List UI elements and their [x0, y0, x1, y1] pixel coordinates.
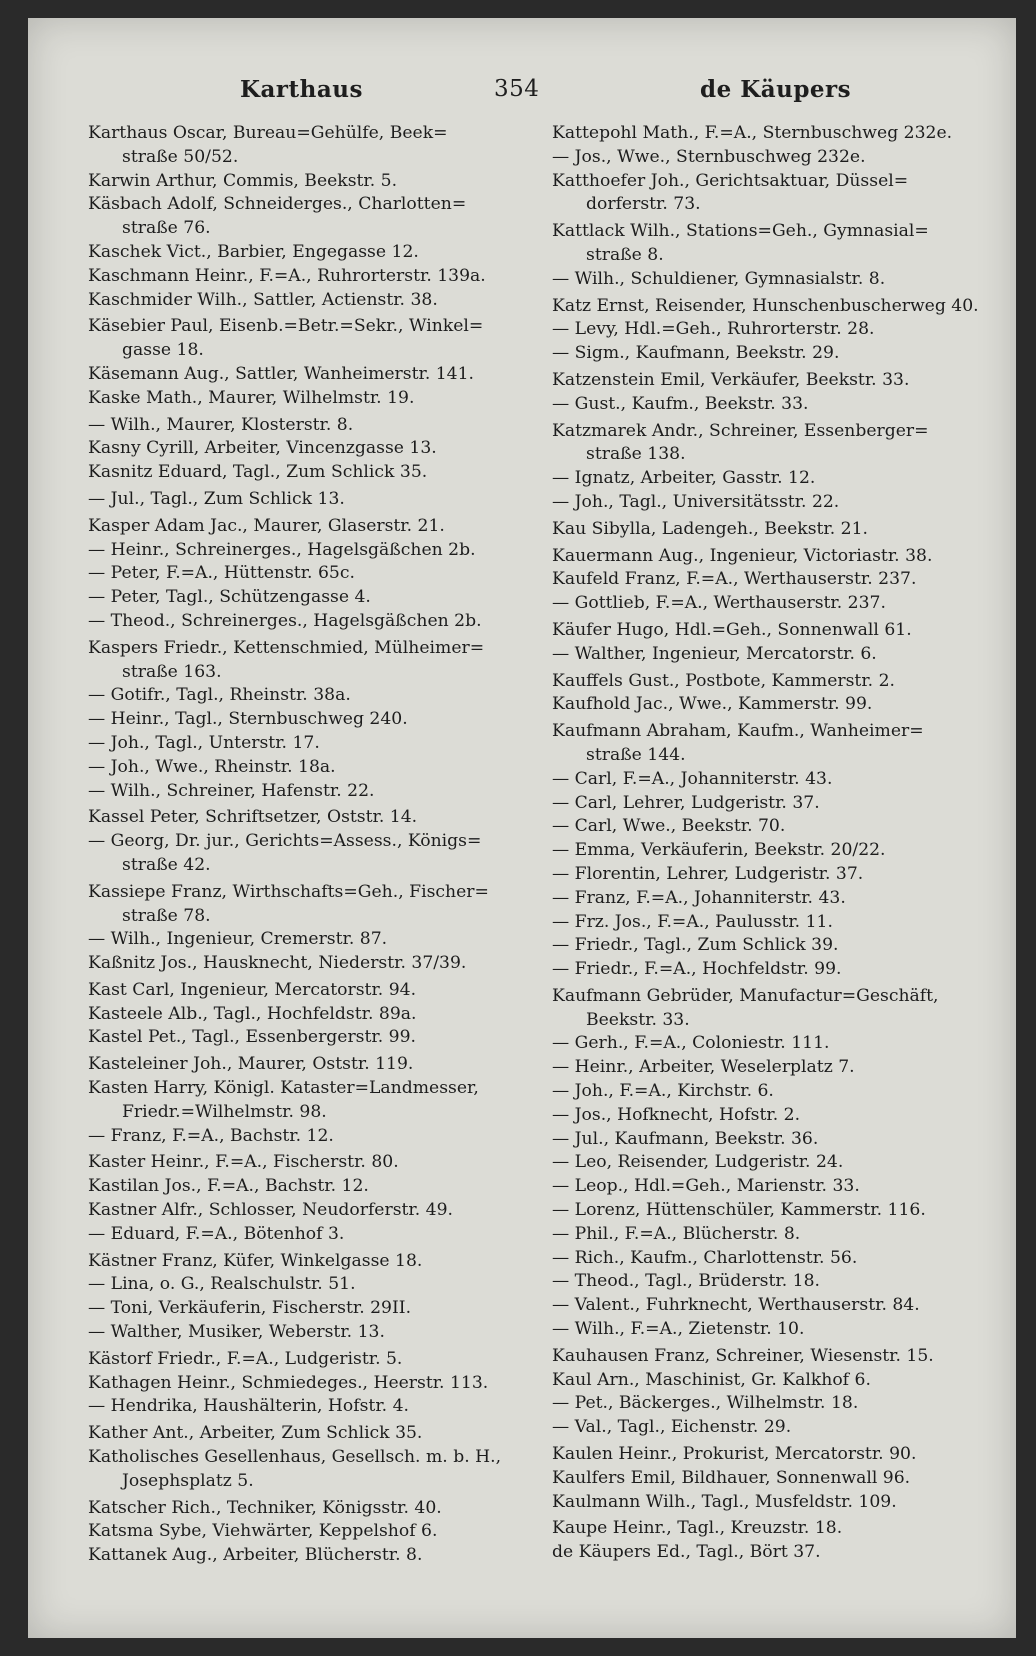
directory-entry — [552, 518, 986, 542]
entry-line: — Peter, F.=A., Hüttenstr. 65c. — [88, 563, 355, 584]
directory-entry — [88, 387, 518, 411]
entry-line: — Frz. Jos., F.=A., Paulusstr. 11. — [552, 911, 833, 932]
directory-entry — [552, 1491, 986, 1515]
entry-line: Kastel Pet., Tagl., Essenbergerstr. 99. — [88, 1027, 416, 1048]
entry-line: — Theod., Tagl., Brüderstr. 18. — [552, 1271, 820, 1292]
directory-entry — [552, 342, 986, 366]
entry-line: — Franz, F.=A., Johanniterstr. 43. — [552, 887, 846, 908]
directory-entry — [552, 1467, 986, 1491]
entry-line: — Theod., Schreinerges., Hagelsgäßchen 2b. — [88, 610, 482, 631]
entry-line: — Levy, Hdl.=Geh., Ruhrorterstr. 28. — [552, 319, 875, 340]
directory-entry — [88, 539, 518, 563]
entry-line: — Wilh., Maurer, Klosterstr. 8. — [88, 414, 354, 435]
directory-entry — [552, 318, 986, 342]
right-column — [552, 122, 986, 1565]
entry-line: Kaßnitz Jos., Hausknecht, Niederstr. 37/39. — [88, 953, 467, 974]
directory-entry — [552, 815, 986, 839]
entry-continuation: gasse 18. — [122, 340, 204, 361]
directory-entry — [88, 1297, 518, 1321]
entry-line: Kaul Arn., Maschinist, Gr. Kalkhof 6. — [552, 1369, 871, 1390]
entry-line: Kattanek Aug., Arbeiter, Blücherstr. 8. — [88, 1545, 423, 1566]
entry-line: — Gerh., F.=A., Coloniestr. 111. — [552, 1033, 830, 1054]
entry-line: Käufer Hugo, Hdl.=Geh., Sonnenwall 61. — [552, 619, 912, 640]
directory-entry — [88, 1422, 518, 1446]
entry-line: Kaulmann Wilh., Tagl., Musfeldstr. 109. — [552, 1491, 897, 1512]
directory-entry — [552, 887, 986, 911]
entry-line: Kast Carl, Ingenieur, Mercatorstr. 94. — [88, 979, 417, 1000]
directory-entry — [552, 1318, 986, 1342]
directory-entry — [88, 1003, 518, 1027]
directory-entry — [552, 1541, 986, 1565]
directory-entry — [552, 768, 986, 792]
entry-line: — Joh., F.=A., Kirchstr. 6. — [552, 1081, 774, 1102]
directory-entry — [552, 1392, 986, 1416]
directory-entry — [552, 568, 986, 592]
entry-line: — Heinr., Schreinerges., Hagelsgäßchen 2b. — [88, 539, 476, 560]
directory-entry — [88, 1026, 518, 1050]
directory-entry — [552, 1128, 986, 1152]
entry-line: — Val., Tagl., Eichenstr. 29. — [552, 1417, 792, 1438]
directory-entry — [552, 170, 986, 218]
directory-entry — [88, 732, 518, 756]
directory-entry — [88, 1321, 518, 1345]
directory-entry — [552, 1151, 986, 1175]
entry-line: Kathagen Heinr., Schmiedeges., Heerstr. 113. — [88, 1372, 489, 1393]
entry-line: — Friedr., F.=A., Hochfeldstr. 99. — [552, 959, 842, 980]
directory-entry — [88, 1446, 518, 1494]
entry-line: Kaulfers Emil, Bildhauer, Sonnenwall 96. — [552, 1467, 911, 1488]
directory-entry — [552, 1199, 986, 1223]
directory-entry — [88, 170, 518, 194]
entry-line: — Gottlieb, F.=A., Werthauserstr. 237. — [552, 593, 886, 614]
entry-line: — Eduard, F.=A., Bötenhof 3. — [88, 1223, 345, 1244]
directory-entry — [552, 295, 986, 319]
entry-line: — Emma, Verkäuferin, Beekstr. 20/22. — [552, 840, 886, 861]
directory-entry — [88, 193, 518, 241]
directory-entry — [88, 1199, 518, 1223]
entry-line: Kasny Cyrill, Arbeiter, Vincenzgasse 13. — [88, 438, 437, 459]
entry-line: — Gust., Kaufm., Beekstr. 33. — [552, 393, 809, 414]
directory-entry — [88, 928, 518, 952]
directory-entry — [552, 1416, 986, 1440]
directory-entry — [88, 881, 518, 929]
entry-line: — Ignatz, Arbeiter, Gasstr. 12. — [552, 468, 816, 489]
directory-entry — [552, 985, 986, 1033]
directory-entry — [552, 863, 986, 887]
directory-entry — [552, 1056, 986, 1080]
entry-line: — Jul., Kaufmann, Beekstr. 36. — [552, 1128, 819, 1149]
directory-entry — [552, 911, 986, 935]
entry-line: Kau Sibylla, Ladengeh., Beekstr. 21. — [552, 518, 869, 539]
directory-entry — [552, 1032, 986, 1056]
directory-entry — [552, 1175, 986, 1199]
entry-line: — Joh., Tagl., Universitätsstr. 22. — [552, 491, 840, 512]
entry-line: — Carl, F.=A., Johanniterstr. 43. — [552, 768, 833, 789]
entry-line: — Valent., Fuhrknecht, Werthauserstr. 84. — [552, 1295, 920, 1316]
directory-entry — [552, 491, 986, 515]
directory-entry — [552, 1270, 986, 1294]
entry-line: Kaschek Vict., Barbier, Engegasse 12. — [88, 241, 419, 262]
entry-line: Kauhausen Franz, Schreiner, Wiesenstr. 15. — [552, 1345, 934, 1366]
directory-entry — [88, 610, 518, 634]
entry-line: Kaschmider Wilh., Sattler, Actienstr. 38. — [88, 289, 438, 310]
entry-line: Kaschmann Heinr., F.=A., Ruhrorterstr. 139a. — [88, 265, 486, 286]
entry-line: — Lina, o. G., Realschulstr. 51. — [88, 1274, 356, 1295]
directory-entry — [552, 393, 986, 417]
entry-line: — Jul., Tagl., Zum Schlick 13. — [88, 488, 345, 509]
entry-line: Kassel Peter, Schriftsetzer, Oststr. 14. — [88, 807, 418, 828]
entry-continuation: straße 144. — [586, 744, 686, 765]
entry-line: — Jos., Wwe., Sternbuschweg 232e. — [552, 146, 866, 167]
entry-line: Kästorf Friedr., F.=A., Ludgeristr. 5. — [88, 1348, 403, 1369]
entry-line: Katzmarek Andr., Schreiner, Essenberger= — [552, 420, 929, 441]
directory-entry — [552, 670, 986, 694]
entry-line: Kaufhold Jac., Wwe., Kammerstr. 99. — [552, 694, 873, 715]
directory-entry — [552, 545, 986, 569]
entry-line: Kasnitz Eduard, Tagl., Zum Schlick 35. — [88, 462, 428, 483]
entry-line: Kaupe Heinr., Tagl., Kreuzstr. 18. — [552, 1518, 843, 1539]
entry-line: Kaufmann Abraham, Kaufm., Wanheimer= — [552, 721, 924, 742]
entry-line: — Franz, F.=A., Bachstr. 12. — [88, 1125, 334, 1146]
entry-line: — Joh., Tagl., Unterstr. 17. — [88, 732, 320, 753]
directory-entry — [88, 830, 518, 878]
entry-continuation: Josephsplatz 5. — [122, 1470, 254, 1491]
entry-line: Karthaus Oscar, Bureau=Gehülfe, Beek= — [88, 123, 448, 143]
header-right-keyword: de Käupers — [700, 76, 852, 103]
directory-entry — [552, 369, 986, 393]
directory-page — [28, 18, 1016, 1638]
directory-entry — [88, 122, 518, 170]
entry-line: Kauffels Gust., Postbote, Kammerstr. 2. — [552, 670, 895, 691]
entry-line: Kastilan Jos., F.=A., Bachstr. 12. — [88, 1176, 369, 1197]
page-header — [28, 76, 1016, 112]
directory-entry — [88, 806, 518, 830]
entry-line: Kaster Heinr., F.=A., Fischerstr. 80. — [88, 1152, 399, 1173]
directory-entry — [88, 1077, 518, 1125]
entry-continuation: dorferstr. 73. — [586, 194, 701, 215]
entry-line: Katz Ernst, Reisender, Hunschenbuscherweg 40. — [552, 295, 979, 316]
entry-continuation: Friedr.=Wilhelmstr. 98. — [122, 1101, 327, 1122]
entry-line: Kattepohl Math., F.=A., Sternbuschweg 232e. — [552, 123, 953, 143]
entry-continuation: straße 163. — [122, 661, 222, 682]
entry-line: — Toni, Verkäuferin, Fischerstr. 29II. — [88, 1298, 412, 1319]
directory-entry — [88, 756, 518, 780]
entry-line: Katholisches Gesellenhaus, Gesellsch. m. b. H., — [88, 1447, 502, 1468]
directory-entry — [552, 693, 986, 717]
directory-entry — [552, 467, 986, 491]
entry-line: — Wilh., Schuldiener, Gymnasialstr. 8. — [552, 268, 886, 289]
entry-line: Kather Ant., Arbeiter, Zum Schlick 35. — [88, 1423, 423, 1444]
directory-entry — [88, 363, 518, 387]
entry-line: Kaufmann Gebrüder, Manufactur=Geschäft, — [552, 985, 939, 1006]
entry-line: Käsbach Adolf, Schneiderges., Charlotten= — [88, 194, 467, 215]
entry-line: — Walther, Ingenieur, Mercatorstr. 6. — [552, 643, 877, 664]
entry-continuation: straße 8. — [586, 244, 664, 265]
directory-entry — [552, 1247, 986, 1271]
entry-line: — Joh., Wwe., Rheinstr. 18a. — [88, 756, 336, 777]
directory-entry — [88, 684, 518, 708]
entry-line: Käsebier Paul, Eisenb.=Betr.=Sekr., Winkel= — [88, 316, 484, 337]
directory-entry — [88, 437, 518, 461]
directory-entry — [552, 839, 986, 863]
entry-line: Katthoefer Joh., Gerichtsaktuar, Düssel= — [552, 170, 909, 191]
directory-entry — [88, 241, 518, 265]
entry-line: Kaske Math., Maurer, Wilhelmstr. 19. — [88, 387, 415, 408]
directory-entry — [88, 637, 518, 685]
entry-line: — Heinr., Arbeiter, Weselerplatz 7. — [552, 1057, 855, 1078]
entry-continuation: Beekstr. 33. — [586, 1009, 690, 1030]
entry-line: — Wilh., Schreiner, Hafenstr. 22. — [88, 780, 375, 801]
entry-line: — Carl, Lehrer, Ludgeristr. 37. — [552, 792, 820, 813]
entry-line: Katzenstein Emil, Verkäufer, Beekstr. 33. — [552, 369, 910, 390]
directory-entry — [88, 289, 518, 313]
directory-entry — [88, 488, 518, 512]
directory-entry — [88, 1273, 518, 1297]
directory-entry — [552, 1294, 986, 1318]
directory-entry — [552, 792, 986, 816]
entry-line: Katsma Sybe, Viehwärter, Keppelshof 6. — [88, 1521, 438, 1542]
entry-line: — Sigm., Kaufmann, Beekstr. 29. — [552, 343, 840, 364]
directory-entry — [88, 1497, 518, 1521]
directory-entry — [88, 1348, 518, 1372]
directory-entry — [552, 122, 986, 146]
entry-line: Kasper Adam Jac., Maurer, Glaserstr. 21. — [88, 515, 445, 536]
directory-entry — [552, 1223, 986, 1247]
entry-line: Kasteleiner Joh., Maurer, Oststr. 119. — [88, 1054, 414, 1075]
entry-line: — Walther, Musiker, Weberstr. 13. — [88, 1322, 385, 1343]
directory-entry — [88, 1125, 518, 1149]
entry-line: de Käupers Ed., Tagl., Bört 37. — [552, 1542, 821, 1563]
entry-continuation: straße 76. — [122, 218, 211, 239]
entry-line: Kaspers Friedr., Kettenschmied, Mülheimer= — [88, 637, 485, 658]
entry-line: — Heinr., Tagl., Sternbuschweg 240. — [88, 709, 408, 730]
entry-line: — Phil., F.=A., Blücherstr. 8. — [552, 1223, 801, 1244]
entry-line: Käsemann Aug., Sattler, Wanheimerstr. 141. — [88, 363, 475, 384]
entry-line: Kasteele Alb., Tagl., Hochfeldstr. 89a. — [88, 1003, 417, 1024]
directory-entry — [88, 708, 518, 732]
directory-entry — [552, 1345, 986, 1369]
entry-line: Kassiepe Franz, Wirthschafts=Geh., Fischer= — [88, 881, 489, 902]
directory-entry — [88, 1395, 518, 1419]
directory-entry — [88, 586, 518, 610]
entry-line: Kaufeld Franz, F.=A., Werthauserstr. 237. — [552, 569, 917, 590]
entry-line: Kästner Franz, Küfer, Winkelgasse 18. — [88, 1250, 423, 1271]
entry-line: Kastner Alfr., Schlosser, Neudorferstr. 49. — [88, 1200, 454, 1221]
directory-entry — [88, 1053, 518, 1077]
directory-entry — [552, 420, 986, 468]
directory-entry — [88, 780, 518, 804]
entry-continuation: straße 50/52. — [122, 146, 239, 167]
directory-entry — [552, 592, 986, 616]
page-number: 354 — [494, 76, 540, 102]
entry-line: Karwin Arthur, Commis, Beekstr. 5. — [88, 170, 398, 191]
entry-line: — Wilh., F.=A., Zietenstr. 10. — [552, 1319, 805, 1340]
entry-line: — Carl, Wwe., Beekstr. 70. — [552, 816, 786, 837]
directory-entry — [552, 1104, 986, 1128]
header-left-keyword: Karthaus — [240, 76, 363, 103]
directory-entry — [88, 1520, 518, 1544]
directory-entry — [88, 1223, 518, 1247]
directory-entry — [88, 265, 518, 289]
directory-entry — [552, 1517, 986, 1541]
directory-entry — [88, 414, 518, 438]
entry-line: — Leop., Hdl.=Geh., Marienstr. 33. — [552, 1176, 860, 1197]
directory-entry — [88, 1151, 518, 1175]
directory-entry — [88, 952, 518, 976]
directory-entry — [552, 268, 986, 292]
directory-entry — [552, 720, 986, 768]
entry-line: — Rich., Kaufm., Charlottenstr. 56. — [552, 1247, 858, 1268]
entry-line: — Peter, Tagl., Schützengasse 4. — [88, 587, 371, 608]
entry-line: — Wilh., Ingenieur, Cremerstr. 87. — [88, 929, 388, 950]
entry-line: Kasten Harry, Königl. Kataster=Landmesser, — [88, 1078, 479, 1099]
entry-line: Kattlack Wilh., Stations=Geh., Gymnasial= — [552, 221, 929, 242]
entry-line: — Florentin, Lehrer, Ludgeristr. 37. — [552, 863, 864, 884]
directory-entry — [552, 220, 986, 268]
directory-entry — [552, 643, 986, 667]
directory-entry — [88, 562, 518, 586]
entry-line: Kaulen Heinr., Prokurist, Mercatorstr. 90. — [552, 1444, 917, 1465]
directory-entry — [552, 146, 986, 170]
entry-continuation: straße 42. — [122, 854, 211, 875]
entry-line: — Gotifr., Tagl., Rheinstr. 38a. — [88, 685, 351, 706]
directory-entry — [88, 1250, 518, 1274]
directory-entry — [552, 1369, 986, 1393]
directory-entry — [552, 619, 986, 643]
entry-line: — Leo, Reisender, Ludgeristr. 24. — [552, 1152, 844, 1173]
entry-line: — Pet., Bäckerges., Wilhelmstr. 18. — [552, 1393, 859, 1414]
entry-continuation: straße 138. — [586, 444, 686, 465]
directory-entry — [552, 1443, 986, 1467]
entry-continuation: straße 78. — [122, 905, 211, 926]
directory-entry — [88, 461, 518, 485]
entry-line: — Hendrika, Haushälterin, Hofstr. 4. — [88, 1396, 409, 1417]
entry-line: — Jos., Hofknecht, Hofstr. 2. — [552, 1104, 801, 1125]
entry-line: Kauermann Aug., Ingenieur, Victoriastr. 38. — [552, 545, 933, 566]
directory-entry — [88, 315, 518, 363]
directory-entry — [88, 1544, 518, 1568]
directory-entry — [552, 958, 986, 982]
entry-line: Katscher Rich., Techniker, Königsstr. 40. — [88, 1497, 442, 1518]
directory-entry — [552, 934, 986, 958]
directory-entry — [88, 515, 518, 539]
directory-entry — [552, 1080, 986, 1104]
entry-line: — Georg, Dr. jur., Gerichts=Assess., Königs= — [88, 831, 482, 852]
entry-line: — Friedr., Tagl., Zum Schlick 39. — [552, 935, 839, 956]
directory-entry — [88, 1175, 518, 1199]
left-column — [88, 122, 518, 1568]
entry-line: — Lorenz, Hüttenschüler, Kammerstr. 116. — [552, 1200, 926, 1221]
directory-entry — [88, 979, 518, 1003]
directory-entry — [88, 1372, 518, 1396]
